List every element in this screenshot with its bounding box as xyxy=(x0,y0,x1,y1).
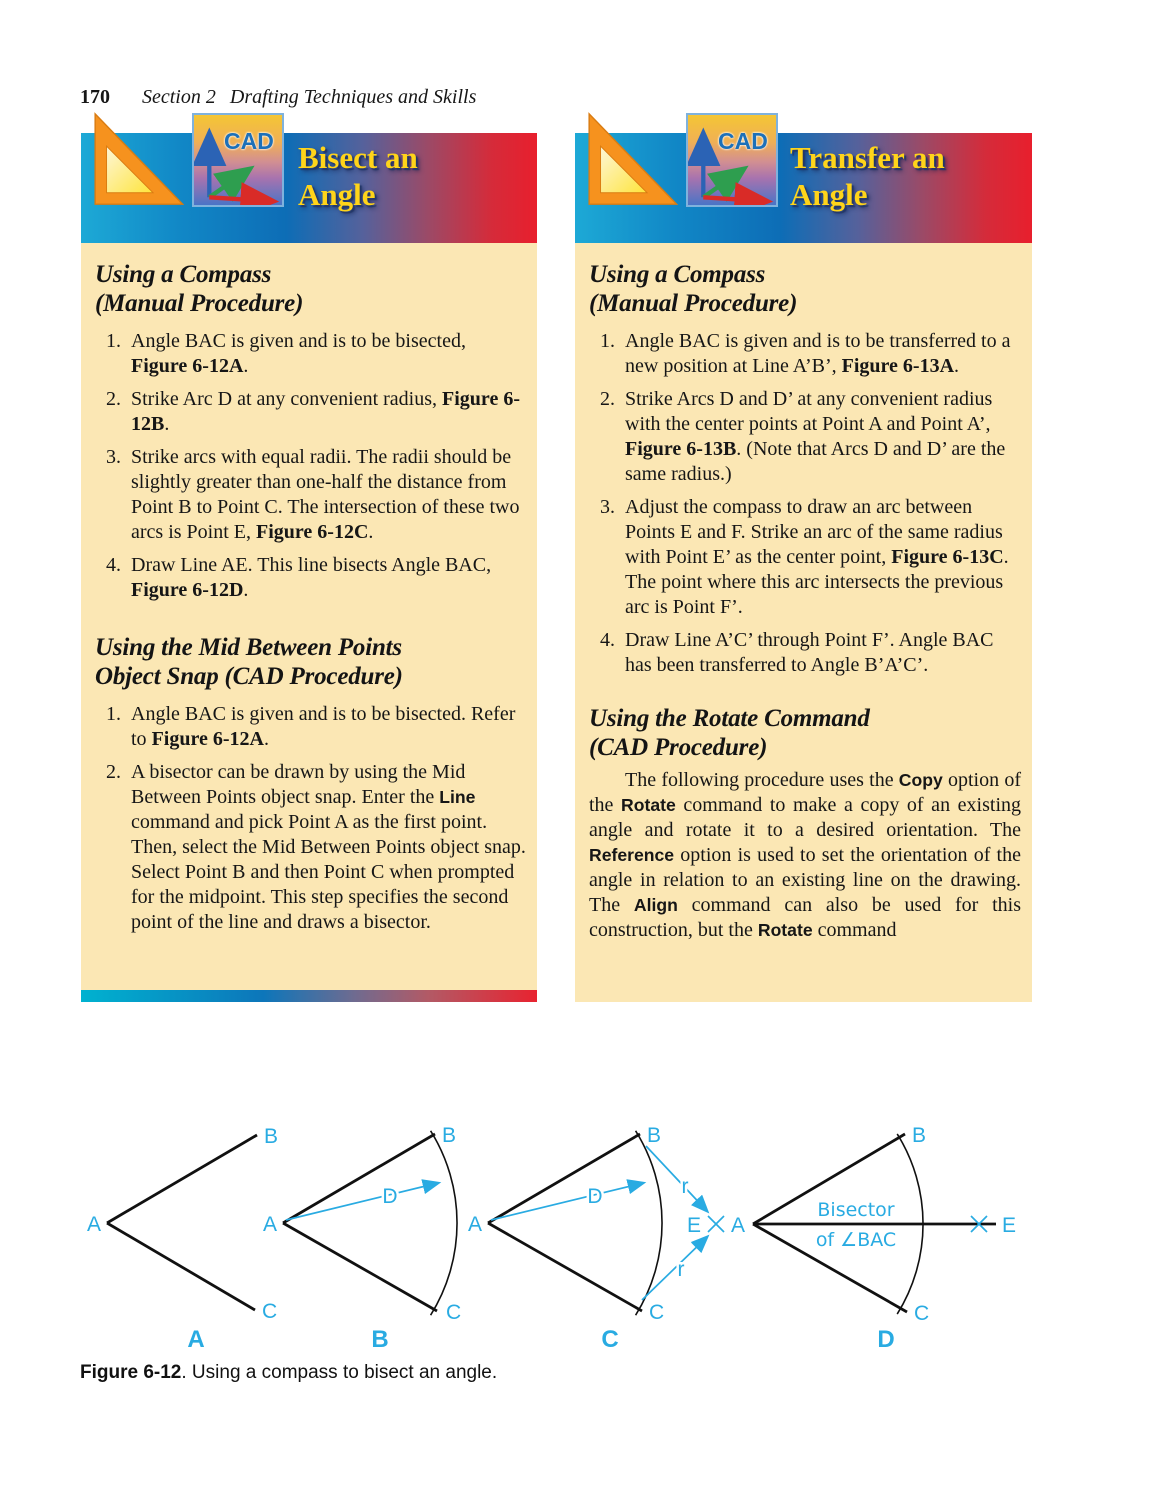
list-item: 1. Angle BAC is given and is to be bisected. Refer to Figure 6-12A. xyxy=(106,703,516,750)
cad-icon xyxy=(192,113,284,207)
section-label: Section 2 xyxy=(142,86,216,108)
point-label-a: A xyxy=(86,1213,101,1236)
radius-label-top: r xyxy=(681,1175,689,1198)
point-label-e: E xyxy=(686,1214,701,1237)
point-label-b: B xyxy=(264,1125,279,1148)
diagram-c xyxy=(468,1124,724,1353)
arc-label-d: D xyxy=(382,1185,398,1208)
cad-icon-label: CAD xyxy=(718,128,768,154)
list-item: 4. Draw Line A’C’ through Point F’. Angle BAC has been transferred to Angle B’A’C’. xyxy=(600,629,994,676)
diagram-caption-d: D xyxy=(877,1326,895,1353)
bisector-annotation-line2: of ∠BAC xyxy=(815,1229,897,1251)
banner-title-line1: Transfer an xyxy=(790,140,945,175)
numbered-list xyxy=(95,329,526,603)
arc-label-d: D xyxy=(587,1185,603,1208)
diagram-b xyxy=(263,1124,461,1353)
diagram-caption-c: C xyxy=(601,1326,619,1353)
diagram-caption-b: B xyxy=(371,1326,389,1353)
list-item: 3. Strike arcs with equal radii. The radii should be slightly greater than one-half the distance from Point B to Point C. The intersection of these two arcs is Point E, Figure 6-12C. xyxy=(106,446,520,543)
numbered-list xyxy=(95,702,526,935)
list-item: 1. Angle BAC is given and is to be transferred to a new position at Line A’B’, Figure 6-13A. xyxy=(600,330,1011,377)
point-label-c: C xyxy=(446,1301,462,1324)
point-label-b: B xyxy=(647,1124,662,1147)
panel-transfer-content xyxy=(575,243,1032,1002)
banner-title-transfer xyxy=(790,139,945,213)
numbered-list xyxy=(589,329,1021,678)
point-label-b: B xyxy=(912,1124,927,1147)
figure-6-12-diagrams xyxy=(0,1095,1156,1365)
banner-title-line2: Angle xyxy=(790,177,868,212)
drafting-triangle-icon xyxy=(88,112,184,207)
point-label-c: C xyxy=(914,1302,930,1325)
page-number: 170 xyxy=(80,86,110,108)
heading-mid-between-points: Using the Mid Between Points Object Snap (CAD Procedure) xyxy=(95,634,403,690)
figure-caption: Figure 6-12. Using a compass to bisect an angle. xyxy=(80,1362,498,1383)
list-item: 3. Adjust the compass to draw an arc between Points E and F. Strike an arc of the same radius with Point E’ as the center point, Figure 6-13C. The point where this arc intersects the previous arc is Point F’. xyxy=(600,496,1009,618)
radius-label-bottom: r xyxy=(677,1258,685,1281)
diagram-d xyxy=(731,1124,1016,1353)
diagram-caption-a: A xyxy=(187,1326,205,1353)
banner-title-line1: Bisect an xyxy=(298,140,418,175)
panel-bisect-content xyxy=(81,243,537,990)
list-item: 2. Strike Arc D at any convenient radius, Figure 6-12B. xyxy=(106,388,520,435)
point-label-a: A xyxy=(262,1213,277,1236)
intersection-x-mark xyxy=(708,1216,724,1232)
banner-bisect-an-angle xyxy=(81,128,537,243)
point-label-c: C xyxy=(649,1301,665,1324)
banner-title-line2: Angle xyxy=(298,177,376,212)
running-head xyxy=(80,86,476,109)
drafting-triangle-icon xyxy=(582,112,678,207)
list-item: 1. Angle BAC is given and is to be bisected, Figure 6-12A. xyxy=(106,330,466,377)
point-label-a: A xyxy=(467,1213,482,1236)
cad-icon-label: CAD xyxy=(224,128,274,154)
heading-using-a-compass: Using a Compass (Manual Procedure) xyxy=(589,261,798,317)
heading-using-a-compass: Using a Compass (Manual Procedure) xyxy=(95,261,304,317)
point-label-b: B xyxy=(442,1124,457,1147)
bisector-annotation-line1: Bisector xyxy=(817,1199,895,1221)
diagram-a xyxy=(87,1125,278,1353)
heading-rotate-command: Using the Rotate Command (CAD Procedure) xyxy=(589,705,870,761)
banner-transfer-an-angle xyxy=(575,128,1032,243)
section-title: Drafting Techniques and Skills xyxy=(229,86,477,108)
list-item: 2. Strike Arcs D and D’ at any convenient radius with the center points at Point A and Point A’, Figure 6-13B. (Note that Arcs D and D’ are the same radius.) xyxy=(600,388,1006,485)
point-label-a: A xyxy=(730,1214,745,1237)
point-label-e: E xyxy=(1002,1214,1017,1237)
cad-icon xyxy=(686,113,778,207)
list-item: 2. A bisector can be drawn by using the Mid Between Points object snap. Enter the Line command and pick Point A as the first point. Then, select the Mid Between Points object snap. Select Point B and then Point C when prompted for the midpoint. This step specifies the second point of the line and draws a bisector. xyxy=(106,761,526,933)
point-label-c: C xyxy=(262,1300,278,1323)
section-end-gradient-bar xyxy=(81,990,537,1002)
list-item: 4. Draw Line AE. This line bisects Angle BAC, Figure 6-12D. xyxy=(106,554,492,601)
body-paragraph: The following procedure uses the Copy option of the Rotate command to make a copy of an existing angle and rotate it to a desired orientation. The Reference option is used to set the orientation of the angle in relation to an existing line on the drawing. The Align command can also be used for this construction, but the Rotate command xyxy=(589,769,1022,941)
banner-title-bisect xyxy=(298,139,418,213)
